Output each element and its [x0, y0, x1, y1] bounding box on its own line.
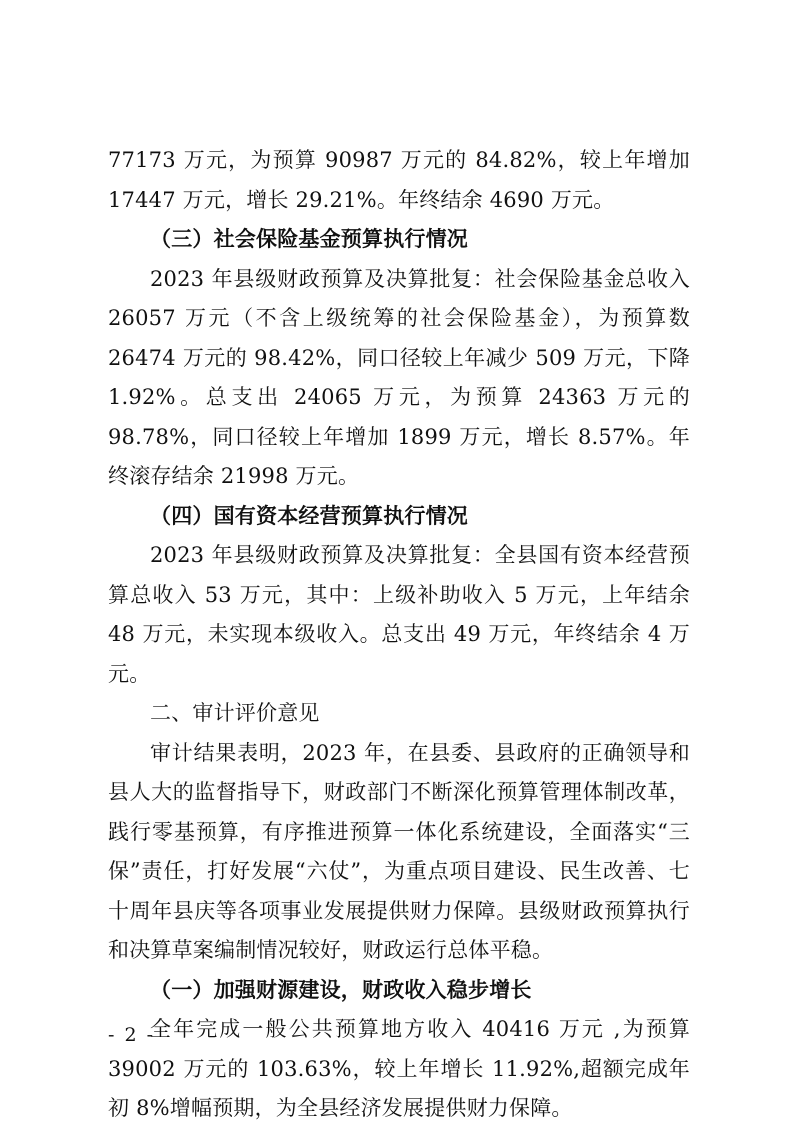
- page-number: - 2 -: [108, 1024, 156, 1046]
- paragraph-state-capital: 2023 年县级财政预算及决算批复：全县国有资本经营预算总收入 53 万元，其中：上级补助收入 5 万元，上年结余 48 万元，未实现本级收入。总支出 49 万元，年终结余 4 万元。: [108, 543, 690, 686]
- paragraph-continuation: 77173 万元，为预算 90987 万元的 84.82%，较上年增加 17447 万元，增长 29.21%。年终结余 4690 万元。: [108, 148, 690, 212]
- heading-social-insurance-fund: （三）社会保险基金预算执行情况: [150, 227, 468, 251]
- paragraph-revenue-growth: 全年完成一般公共预算地方收入 40416 万元 ,为预算 39002 万元的 103.63%，较上年增长 11.92%,超额完成年初 8%增幅预期，为全县经济发展提供财力保障。: [108, 1017, 690, 1120]
- section-audit-evaluation: 二、审计评价意见: [150, 701, 320, 725]
- heading-revenue-growth: （一）加强财源建设，财政收入稳步增长: [150, 977, 532, 1002]
- document-body: [108, 141, 690, 1129]
- heading-state-capital: （四）国有资本经营预算执行情况: [150, 503, 468, 528]
- paragraph-audit-evaluation: 审计结果表明，2023 年，在县委、县政府的正确领导和县人大的监督指导下，财政部门不断深化预算管理体制改革，践行零基预算，有序推进预算一体化系统建设，全面落实“三保”责任，打好发展“六仗”，为重点项目建设、民生改善、七十周年县庆等各项事业发展提供财力保障。县级财政预算执行和决算草案编制情况较好，财政运行总体平稳。: [108, 740, 690, 962]
- paragraph-social-insurance-fund: 2023 年县级财政预算及决算批复：社会保险基金总收入 26057 万元（不含上级统筹的社会保险基金），为预算数 26474 万元的 98.42%，同口径较上年减少 509 万元，下降 1.92%。总支出 24065 万元，为预算 24363 万元的 98.78%，同口径较上年增加 1899 万元，增长 8.57%。年终滚存结余 21998 万元。: [108, 266, 690, 488]
